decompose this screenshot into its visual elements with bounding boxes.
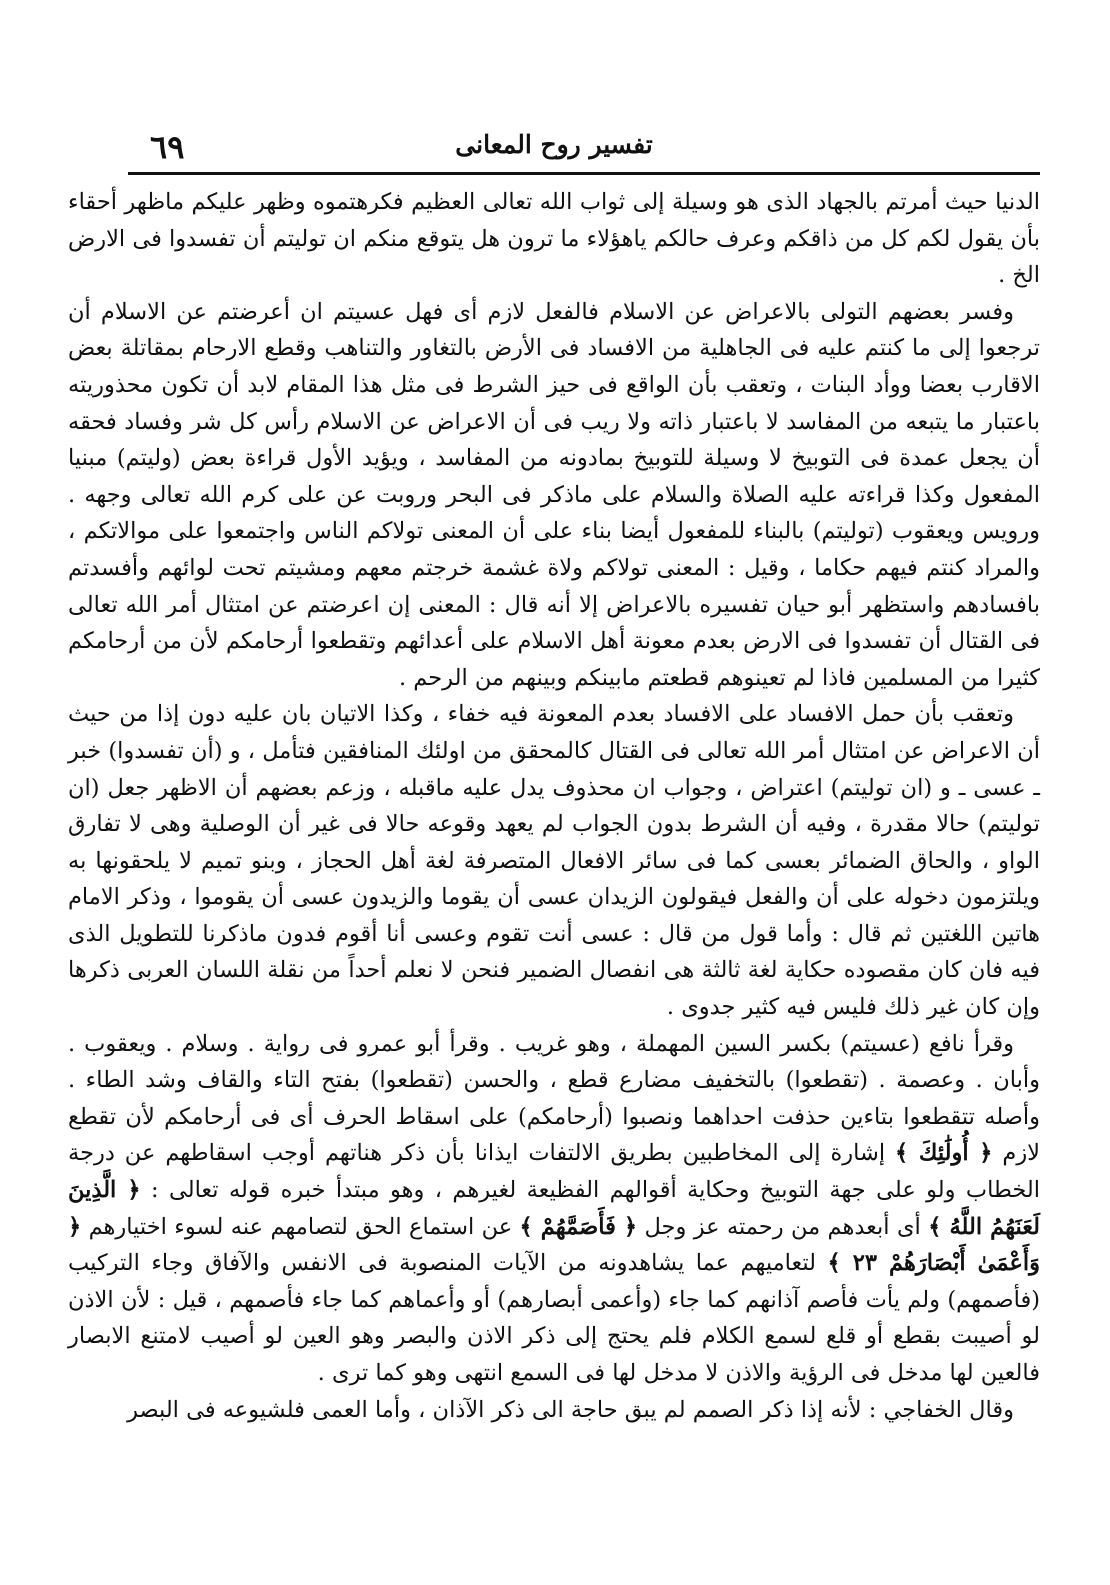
paragraph-text: لتعاميهم عما يشاهدونه من الآيات المنصوبة فى الانفس والآفاق وجاء التركيب (فأصمهم) ولم يأت فأصم آذانهم كما جاء (وأعمى أبصارهم) أو وأعماهم كما جاء فأصمهم ، قيل : لأن الاذن لو أصيبت بقطع أو قلع لسمع الكلام فلم يحتج إلى ذكر الاذن والبصر وهو العين لو أصيب لامتنع الابصار فالعين لها مدخل فى الرؤية والاذن لا مدخل لها فى السمع انتهى وهو كما ترى . — [68, 1250, 1040, 1386]
paragraph-text: عن استماع الحق لتصامهم عنه لسوء اختيارهم — [88, 1213, 513, 1240]
paragraph-1 — [68, 184, 1040, 294]
paragraph-text: إشارة إلى المخاطبين بطريق الالتفات ايذانا بأن ذكر هناتهم أوجب اسقاطهم عن درجة الخطاب ولو على جهة التوبيخ وحكاية أقوالهم الفظيعة لغيرهم ، وهو مبتدأ خبره قوله تعالى : — [68, 1140, 1041, 1204]
paragraph-3 — [68, 696, 1040, 1025]
paragraph-2 — [68, 294, 1040, 697]
page-title: تفسير روح المعانى — [455, 130, 653, 159]
paragraph-5 — [68, 1392, 1040, 1429]
paragraph-text: وقرأ نافع (عسيتم) بكسر السين المهملة ، وهو غريب . وقرأ أبو عمرو فى رواية . وسلام . ويعقوب . وأبان . وعصمة . (تقطعوا) بالتخفيف مضارع قطع ، والحسن (تقطعوا) بفتح التاء والقاف وشد الطاء . وأصله تتقطعوا بتاءين حذفت احداهما ونصبوا (أرحامكم) على اسقاط الحرف أى فى أرحامكم لأن تقطع لازم — [68, 1030, 1041, 1167]
quran-quote: ﴿ الَّذِينَ لَعَنَهُمُ اللَّهُ ﴾ — [68, 1177, 1040, 1240]
page-number: ٦٩ — [150, 128, 185, 166]
quran-quote: ﴿ فَأَصَمَّهُمْ ﴾ — [519, 1213, 638, 1240]
paragraph-text: وقال الخفاجي : لأنه إذا ذكر الصمم لم يبق حاجة الى ذكر الآذان ، وأما العمى فلشيوعه فى البصر — [127, 1396, 1014, 1423]
body-text — [68, 184, 1040, 1428]
paragraph-text: وتعقب بأن حمل الافساد على الافساد بعدم المعونة فيه خفاء ، وكذا الاتيان بان عليه دون إذا من حيث أن الاعراض عن امتثال أمر الله تعالى فى القتال كالمحقق من اولئك المنافقين فتأمل ، و (أن تفسدوا) خبر ـ عسى ـ و (ان توليتم) اعتراض ، وجواب ان محذوف يدل عليه ماقبله ، وزعم بعضهم أن الاظهر جعل (ان توليتم) حالا مقدرة ، وفيه أن الشرط بدون الجواب لم يعهد وقوعه حالا فى غير أن الوصلية وهى لا تفارق الواو ، والحاق الضمائر بعسى كما فى سائر الافعال المتصرفة لغة أهل الحجاز ، وبنو تميم لا يلحقونها به ويلتزمون دخوله على أن والفعل فيقولون الزيدان عسى أن يقوما والزيدون عسى أن يقوموا ، وذكر الامام هاتين اللغتين ثم قال : وأما قول من قال : عسى أنت تقوم وعسى أنا أقوم فدون ماذكرنا للتطويل الذى فيه فان كان مقصوده حكاية لغة ثالثة هى انفصال الضمير فنحن لا نعلم أحداً من نقلة اللسان العربى ذكرها وإن كان غير ذلك فليس فيه كثير جدوى . — [68, 701, 1040, 1021]
paragraph-text: أى أبعدهم من رحمته عز وجل — [644, 1213, 921, 1240]
quran-quote: ﴿ وَأَعْمَىٰ أَبْصَارَهُمْ ٢٣ ﴾ — [68, 1213, 1040, 1277]
header-rule — [128, 172, 1040, 175]
page-header — [68, 128, 1040, 178]
paragraph-text: وفسر بعضهم التولى بالاعراض عن الاسلام فالفعل لازم أى فهل عسيتم ان أعرضتم عن الاسلام أن ترجعوا إلى ما كنتم عليه فى الجاهلية من الافساد فى الأرض بالتغاور والتناهب وقطع الارحام بمقاتلة بعض الاقارب بعضا ووأد البنات ، وتعقب بأن الواقع فى حيز الشرط فى مثل هذا المقام لابد أن تكون محذوريته باعتبار ما يتبعه من المفاسد لا باعتبار ذاته ولا ريب فى أن الاعراض عن الاسلام رأس كل شر وفساد فحقه أن يجعل عمدة فى التوبيخ لا وسيلة للتوبيخ بمادونه من المفاسد ، ويؤيد الأول قراءة بعض (وليتم) مبنيا المفعول وكذا قراءته عليه الصلاة والسلام على ماذكر فى البحر وروبت عن على كرم الله تعالى وجهه . ورويس ويعقوب (توليتم) بالبناء للمفعول أيضا بناء على أن المعنى تولاكم الناس واجتمعوا على موالاتكم ، والمراد كنتم فيهم حكاما ، وقيل : المعنى تولاكم ولاة غشمة خرجتم معهم ومشيتم تحت لوائهم وأفسدتم بافسادهم واستظهر أبو حيان تفسيره بالاعراض إلا أنه قال : المعنى إن اعرضتم عن امتثال أمر الله تعالى فى القتال أن تفسدوا فى الارض بعدم معونة أهل الاسلام على أعدائهم وتقطعوا أرحامكم لأن من أرحامكم كثيرا من المسلمين فاذا لم تعينوهم قطعتم مابينكم وبينهم من الرحم . — [68, 298, 1040, 691]
paragraph-4 — [68, 1026, 1040, 1392]
paragraph-text: الدنيا حيث أمرتم بالجهاد الذى هو وسيلة إلى ثواب الله تعالى العظيم فكرهتموه وظهر عليكم ماظهر أحقاء بأن يقول لكم كل من ذاقكم وعرف حالكم ياهؤلاء ما ترون هل يتوقع منكم ان توليتم أن تفسدوا فى الارض الخ . — [68, 189, 1040, 289]
quran-quote: ﴿ أُولَٰئِكَ ﴾ — [895, 1140, 993, 1167]
